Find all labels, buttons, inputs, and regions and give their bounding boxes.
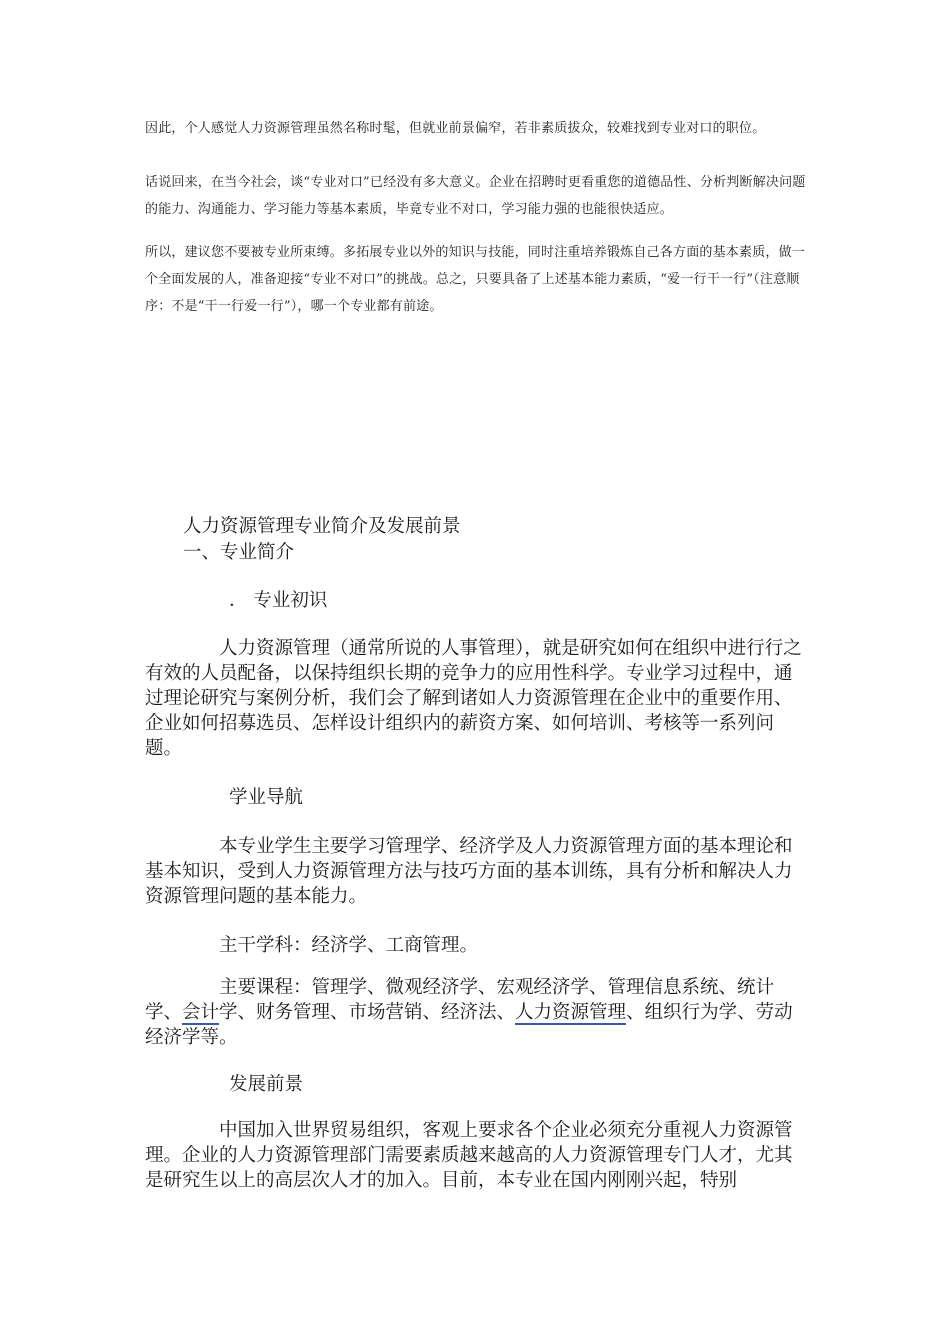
subsection-heading-navigation: 学业导航 [229,787,304,808]
courses-middle: 学、财务管理、市场营销、经济法、 [219,1002,516,1023]
intro-body: 人力资源管理（通常所说的人事管理），就是研究如何在组织中进行行之有效的人员配备，以保持组织长期的竞争力的应用性科学。专业学习过程中，通过理论研究与案例分析，我们会了解到诸如人力资源管理在企业中的重要作用、企业如何招募选员、怎样设计组织内的薪资方案、如何培训、考核等一系列问题。 [145,638,802,759]
upper-paragraph-2: 话说回来，在当今社会，谈“专业对口”已经没有多大意义。企业在招聘时更看重您的道德品性、分析判断解决问题的能力、沟通能力、学习能力等基本素质，毕竟专业不对口，学习能力强的也能很快适应。 [145,175,806,217]
courses-suffix: 、组织行为学、劳动经济学等。 [145,1002,793,1048]
main-disciplines: 主干学科：经济学、工商管理。 [219,935,479,956]
main-courses [145,975,805,1050]
article-title: 人力资源管理专业简介及发展前景 [183,516,461,537]
upper-paragraph-1: 因此，个人感觉人力资源管理虽然名称时髦，但就业前景偏窄，若非素质拔众，较难找到专业对口的职位。 [145,121,766,136]
subsection-heading-prospects: 发展前景 [229,1074,304,1095]
navigation-body: 本专业学生主要学习管理学、经济学及人力资源管理方面的基本理论和基本知识，受到人力资源管理方法与技巧方面的基本训练，具有分析和解决人力资源管理问题的基本能力。 [145,836,793,907]
courses-prefix: 主要课程：管理学、微观经济学、宏观经济学、管理信息系统、统计学、 [145,977,775,1023]
hr-management-link[interactable]: 人力资源管理 [515,1002,627,1023]
section-heading: 一、专业简介 [183,542,295,563]
subsection-heading-intro: ． 专业初识 [229,590,328,611]
prospects-body: 中国加入世界贸易组织，客观上要求各个企业必须充分重视人力资源管理。企业的人力资源管理部门需要素质越来越高的人力资源管理专门人才，尤其是研究生以上的高层次人才的加入。目前，本专业在国内刚刚兴起，特别 [145,1120,793,1191]
accounting-link[interactable]: 会计 [182,1002,220,1023]
upper-paragraph-3: 所以，建议您不要被专业所束缚。多拓展专业以外的知识与技能，同时注重培养锻炼自己各方面的基本素质，做一个全面发展的人，准备迎接“专业不对口”的挑战。总之，只要具备了上述基本能力素质，“爱一行干一行”（注意顺序：不是“干一行爱一行”），哪一个专业都有前途。 [145,245,806,314]
